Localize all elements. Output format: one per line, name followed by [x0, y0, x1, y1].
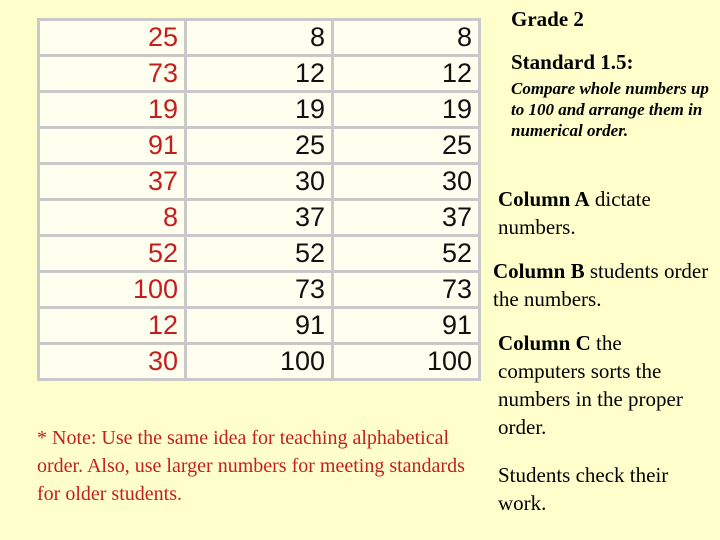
column-b-note [493, 257, 715, 313]
column-c-label: Column C [498, 331, 591, 355]
table-cell-col-c: 19 [333, 92, 480, 128]
table-cell-col-b: 30 [186, 164, 333, 200]
column-c-text: the computers sorts the numbers in the proper order. [498, 331, 683, 439]
table-cell-col-c: 37 [333, 200, 480, 236]
number-table [37, 18, 481, 381]
column-b-text: students order the numbers. [493, 259, 709, 311]
table-cell-col-b: 73 [186, 272, 333, 308]
table-cell-col-b: 37 [186, 200, 333, 236]
table-cell-col-c: 8 [333, 20, 480, 56]
table-cell-col-b: 100 [186, 344, 333, 380]
table-row [39, 200, 480, 236]
table-cell-col-a: 91 [39, 128, 186, 164]
table-row [39, 344, 480, 380]
table-cell-col-c: 73 [333, 272, 480, 308]
table-cell-col-a: 8 [39, 200, 186, 236]
table-cell-col-b: 91 [186, 308, 333, 344]
table-cell-col-a: 12 [39, 308, 186, 344]
table-cell-col-a: 73 [39, 56, 186, 92]
standard-heading: Standard 1.5: [511, 50, 634, 74]
table-row [39, 236, 480, 272]
table-cell-col-a: 37 [39, 164, 186, 200]
table-row [39, 308, 480, 344]
grade-heading: Grade 2 [511, 7, 584, 31]
table-cell-col-a: 100 [39, 272, 186, 308]
table-row [39, 272, 480, 308]
column-b-label: Column B [493, 259, 585, 283]
table-cell-col-c: 30 [333, 164, 480, 200]
table-row [39, 92, 480, 128]
table-row [39, 20, 480, 56]
column-a-note [498, 185, 713, 241]
table-cell-col-b: 25 [186, 128, 333, 164]
check-work-note: Students check their work. [498, 463, 669, 515]
table-cell-col-a: 30 [39, 344, 186, 380]
table-cell-col-c: 52 [333, 236, 480, 272]
table-cell-col-c: 25 [333, 128, 480, 164]
table-cell-col-b: 52 [186, 236, 333, 272]
table-row [39, 56, 480, 92]
number-table-body [39, 20, 480, 380]
table-cell-col-a: 19 [39, 92, 186, 128]
column-c-note [498, 329, 713, 441]
table-cell-col-a: 25 [39, 20, 186, 56]
table-cell-col-c: 12 [333, 56, 480, 92]
table-cell-col-b: 19 [186, 92, 333, 128]
column-a-text: dictate numbers. [498, 187, 651, 239]
table-cell-col-b: 8 [186, 20, 333, 56]
table-row [39, 128, 480, 164]
table-cell-col-c: 100 [333, 344, 480, 380]
table-cell-col-a: 52 [39, 236, 186, 272]
table-cell-col-b: 12 [186, 56, 333, 92]
table-row [39, 164, 480, 200]
table-cell-col-c: 91 [333, 308, 480, 344]
column-a-label: Column A [498, 187, 590, 211]
standard-description: Compare whole numbers up to 100 and arrange them in numerical order. [511, 79, 709, 140]
footnote: * Note: Use the same idea for teaching alphabetical order. Also, use larger numbers for meeting standards for older students. [37, 427, 465, 505]
